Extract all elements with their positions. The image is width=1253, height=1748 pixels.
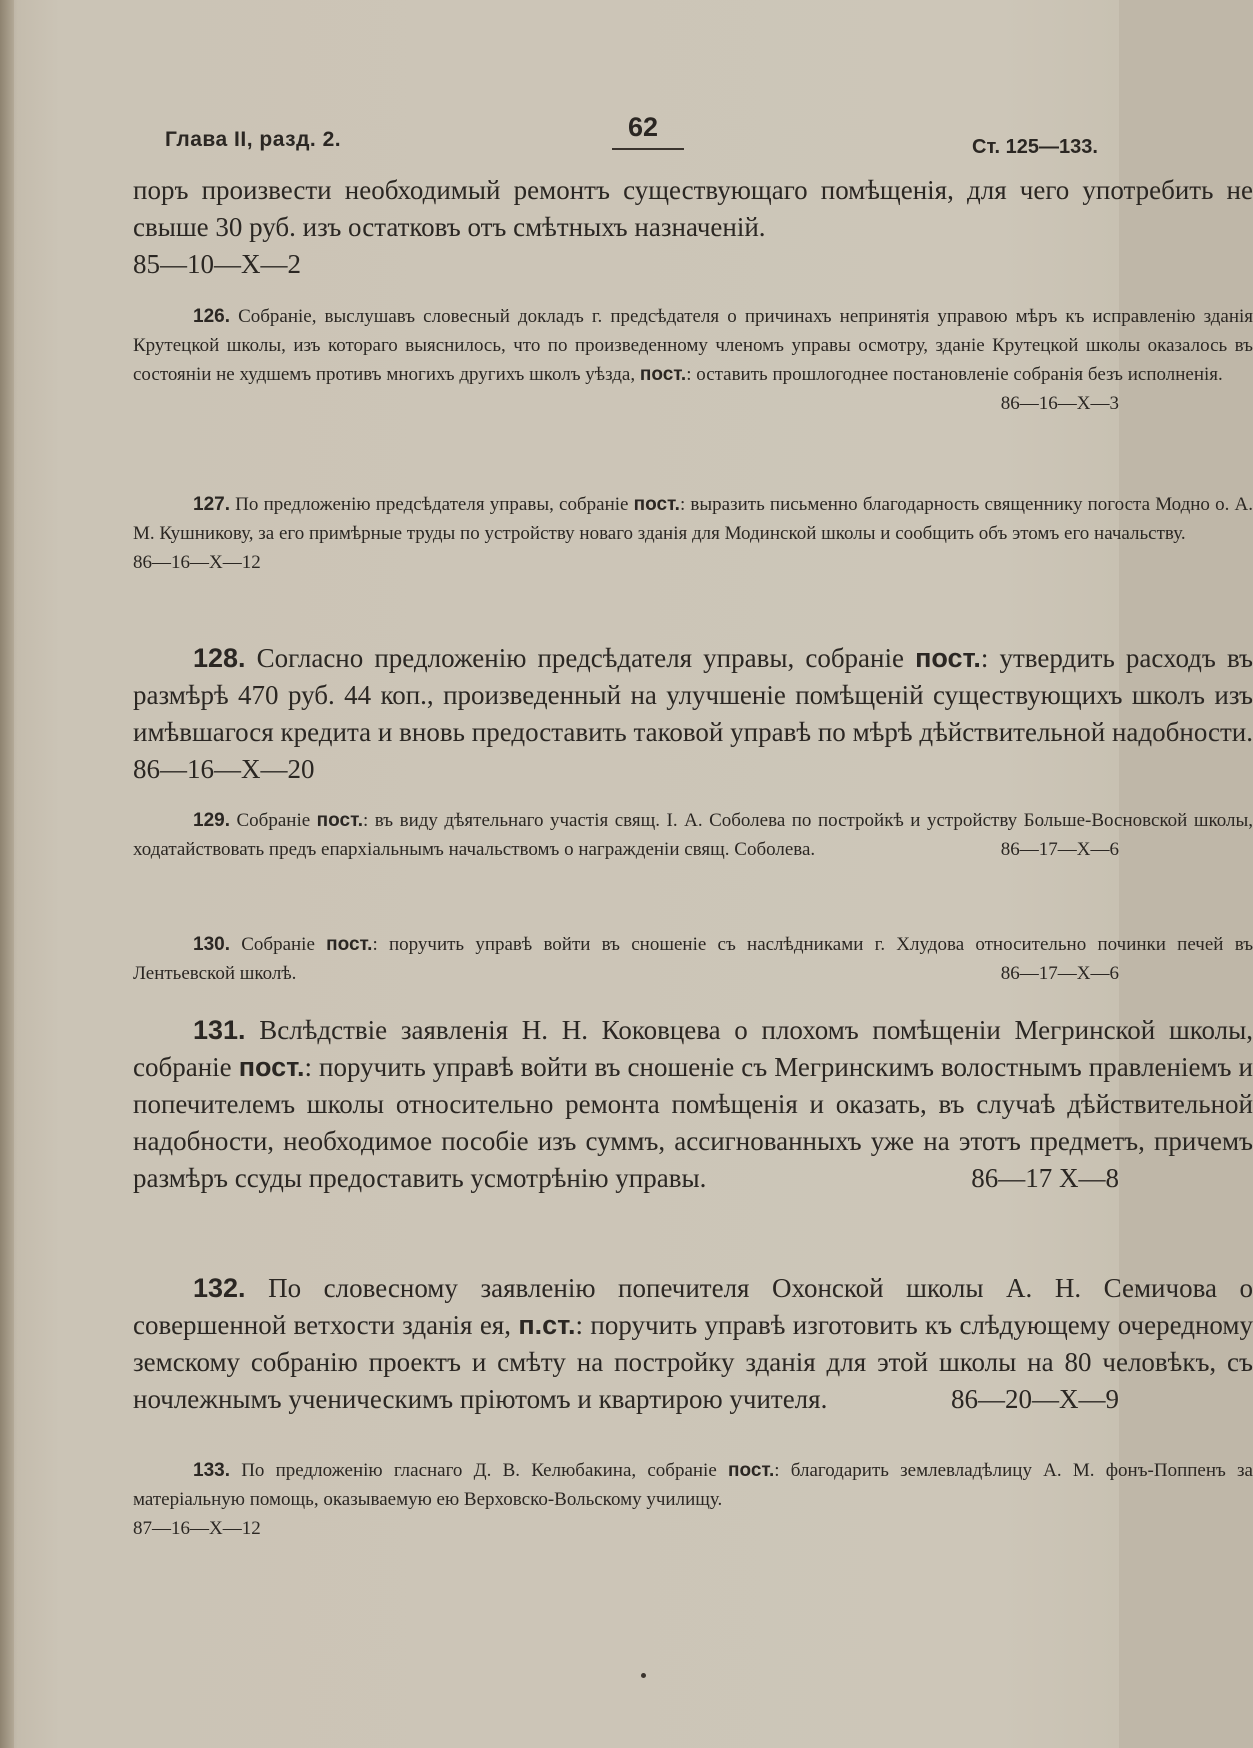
paragraph-131 — [133, 1012, 1253, 1197]
paragraph-number: 133. — [193, 1460, 230, 1481]
paragraph-126 — [133, 302, 1253, 418]
paragraph-reference: 86—17 X—8 — [971, 1163, 1119, 1193]
ink-dot — [641, 1673, 646, 1678]
paragraph-number: 131. — [193, 1015, 246, 1045]
paragraph-text: По предложенію гласнаго Д. В. Келюбакина, собраніе — [241, 1460, 717, 1481]
paragraph-text-continued: : поручить управѣ войти въ сношеніе съ наслѣдниками г. Хлудова относительно починки печей въ Лентьевской школѣ. — [133, 934, 1253, 984]
paragraph-text: Собраніе — [241, 934, 315, 955]
paragraph-reference: 86—20—X—9 — [951, 1384, 1119, 1414]
paragraph-130 — [133, 930, 1253, 988]
page-number-rule — [612, 148, 684, 150]
paragraph-text: Вслѣдствіе заявленія Н. Н. Коковцева о плохомъ помѣщеніи Мегринской школы, собраніе — [133, 1015, 1253, 1082]
paragraph-129 — [133, 806, 1253, 864]
paragraph-text-continued: : выразить письменно благодарность священнику погоста Модно о. А. М. Кушникову, за его примѣрные труды по устройству новаго зданія для Модинской школы и сообщить объ этомъ его начальству. — [133, 494, 1253, 544]
paragraph-132 — [133, 1270, 1253, 1418]
paragraph-text-continued: : поручить управѣ изготовить къ слѣдующему очередному земскому собранію проектъ и смѣту на постройку зданія для этой школы на 80 человѣкъ, съ ночлежнымъ ученическимъ пріютомъ и квартирою учителя. — [133, 1310, 1253, 1414]
paragraph-text: По словесному заявленію попечителя Охонской школы А. Н. Семичова о совершенной ветхости зданія ея, — [133, 1273, 1253, 1340]
page-body — [133, 172, 1253, 1692]
resolution-keyword: пост. — [915, 643, 981, 673]
page-number: 62 — [628, 112, 659, 142]
chapter-heading: Глава II, разд. 2. — [165, 128, 342, 151]
paragraph-reference: 86—17—X—6 — [1000, 839, 1119, 860]
paragraph-127 — [133, 490, 1253, 577]
paragraph-reference: 86—16—X—12 — [133, 552, 261, 573]
resolution-keyword: пост. — [326, 934, 373, 955]
paragraph-text: Согласно предложенію предсѣдателя управы, собраніе — [256, 643, 904, 673]
paragraph-text: По предложенію предсѣдателя управы, собраніе — [235, 494, 629, 515]
paragraph-reference: 87—16—X—12 — [133, 1518, 261, 1539]
paragraph-number: 127. — [193, 494, 230, 515]
paragraph-number: 129. — [193, 810, 230, 831]
resolution-keyword: пост. — [238, 1052, 305, 1082]
resolution-keyword: пост. — [633, 494, 680, 515]
resolution-keyword: пост. — [639, 364, 687, 385]
paragraph-number: 126. — [193, 306, 230, 327]
paragraph-text: Собраніе, выслушавъ словесный докладъ г. предсѣдателя о причинахъ непринятія управою мѣръ къ исправленію зданія Крутецкой школы, изъ котораго выяснилось, что по произведенному членомъ управы осмотру, зданіе Крутецкой школы оказалось въ состояніи не худшемъ противъ многихъ другихъ школъ уѣзда, — [133, 306, 1253, 385]
paragraph-reference: 86—16—X—20 — [133, 754, 315, 784]
paragraph-text-continued: : поручить управѣ войти въ сношеніе съ Мегринскимъ волостнымъ правленіемъ и попечителемъ школы относительно ремонта помѣщенія и оказать, въ случаѣ дѣйствительной надобности, необходимое пособіе изъ суммъ, ассигнованныхъ уже на этотъ предметъ, причемъ размѣръ ссуды предоставить усмотрѣнію управы. — [133, 1052, 1253, 1193]
resolution-keyword: пост. — [316, 810, 363, 831]
paragraph-text-continued: : въ виду дѣятельнаго участія свящ. І. А. Соболева по постройкѣ и устройству Больше-Восновской школы, ходатайствовать предъ епархіальнымъ начальствомъ о награжденіи свящ. Соболева. — [133, 810, 1253, 860]
paragraph-number: 130. — [193, 934, 230, 955]
paragraph-125-continuation — [133, 172, 1253, 283]
article-range: Ст. 125—133. — [972, 136, 1098, 158]
paragraph-number: 128. — [193, 643, 246, 673]
paragraph-reference: 86—17—X—6 — [1000, 963, 1119, 984]
paragraph-number: 132. — [193, 1273, 246, 1303]
resolution-keyword: пост. — [727, 1460, 775, 1481]
paragraph-text-continued: : утвердить расходъ въ размѣрѣ 470 руб. 44 коп., произведенный на улучшеніе помѣщеній существующихъ школъ изъ имѣвшагося кредита и вновь предоставить таковой управѣ по мѣрѣ дѣйствительной надобности. — [133, 643, 1253, 747]
paragraph-text-continued: : благодарить землевладѣлицу А. М. фонъ-Поппенъ за матеріальную помощь, оказываемую ею Верховско-Вольскому училищу. — [133, 1460, 1253, 1510]
paragraph-text: Собраніе — [236, 810, 311, 831]
page-spine — [0, 0, 14, 1748]
page-header — [0, 112, 1119, 172]
paragraph-128 — [133, 640, 1253, 788]
paragraph-reference: 86—16—X—3 — [1000, 393, 1119, 414]
resolution-keyword: п.ст. — [518, 1310, 576, 1340]
paragraph-text-continued: : оставить прошлогоднее постановленіе собранія безъ исполненія. — [686, 364, 1223, 385]
paragraph-reference: 85—10—X—2 — [133, 249, 301, 279]
paragraph-text: поръ произвести необходимый ремонтъ существующаго помѣщенія, для чего употребить не свыше 30 руб. изъ остатковъ отъ смѣтныхъ назначеній. — [133, 175, 1253, 242]
paragraph-133 — [133, 1456, 1253, 1543]
